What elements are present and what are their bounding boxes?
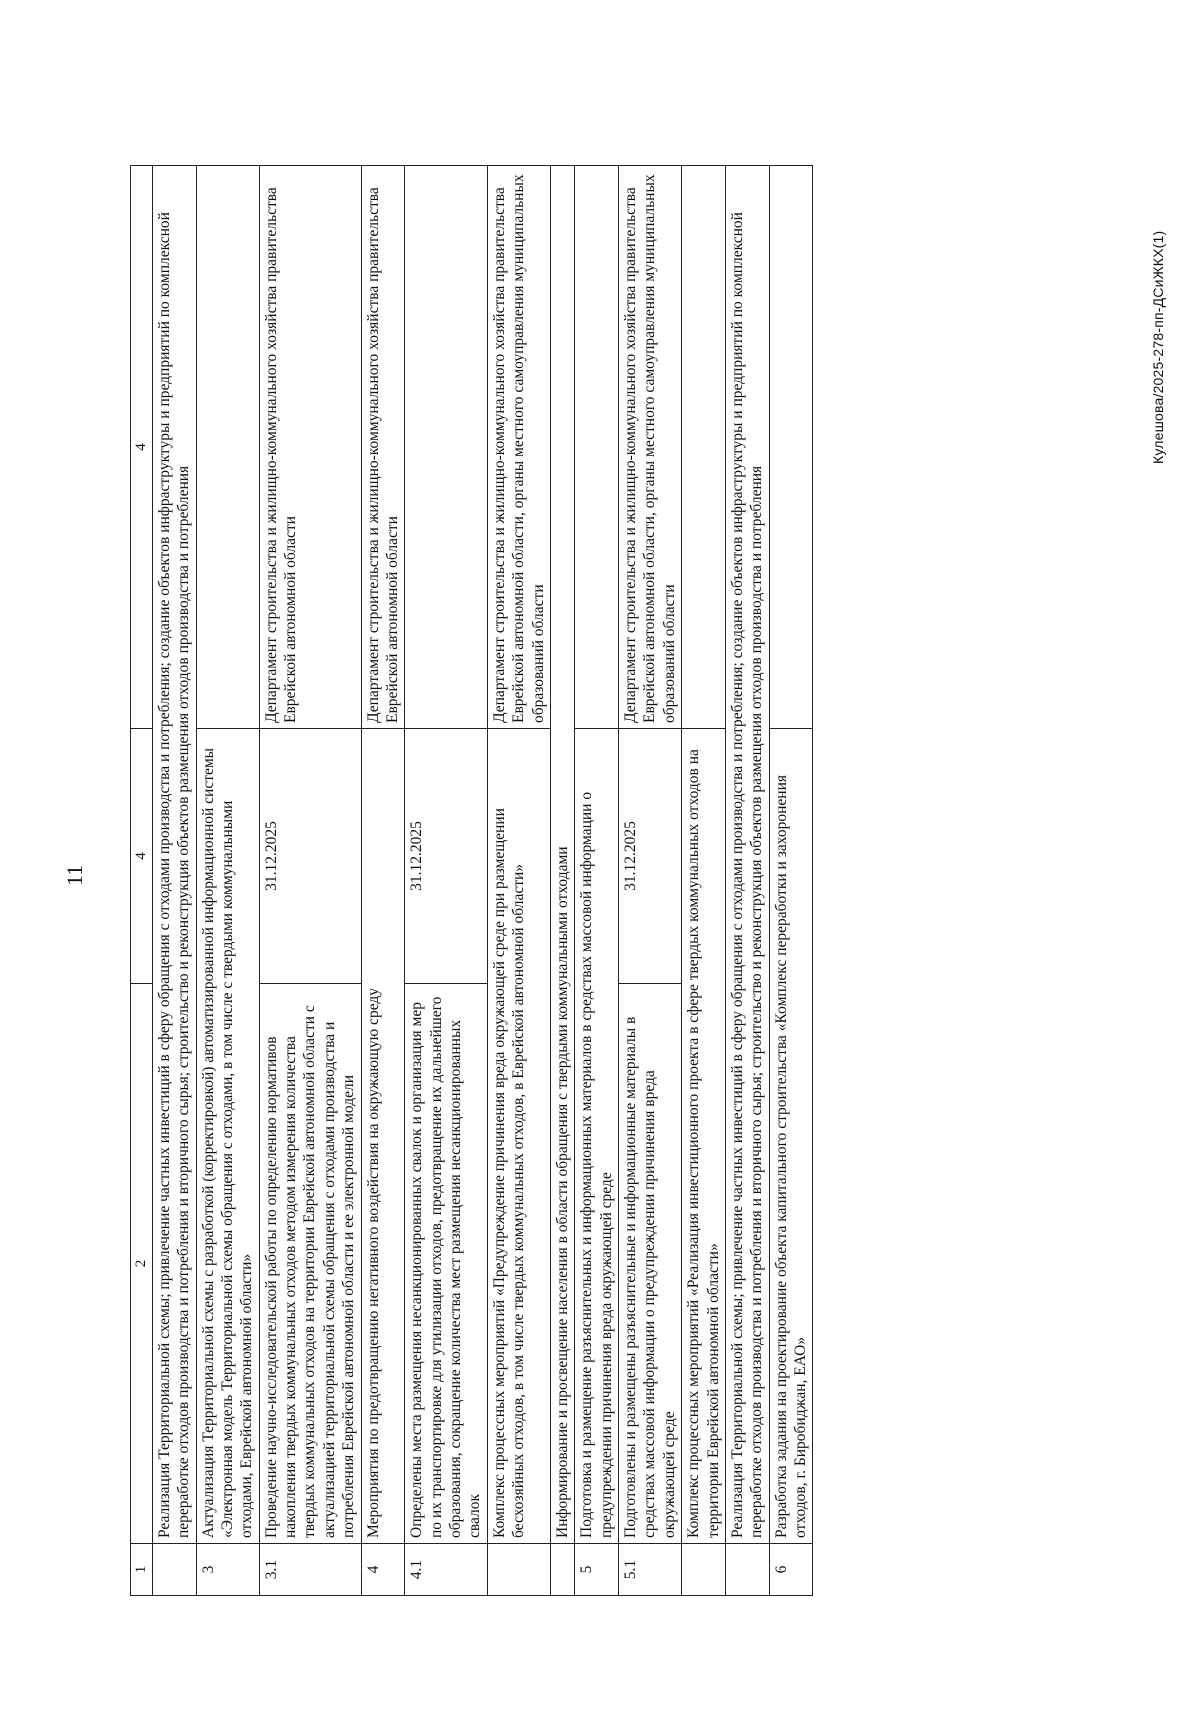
row-responsible: Департамент строительства и жилищно-коммунального хозяйства правительства Еврейской автономной области, органы местного самоуправления муниципальных образований области — [487, 166, 550, 729]
table-row — [487, 166, 550, 1596]
row-number — [487, 1544, 550, 1596]
table-row — [361, 166, 405, 1596]
header-col-4: 4 — [131, 166, 153, 729]
row-text: Реализация Территориальной схемы; привлечение частных инвестиций в сферу обращения с отходами производства и потребления; создание объектов инфраструктуры и предприятий по комплексной переработке отходов производства и потребления и вторичного сырья; строительство и реконструкция объектов размещения отходов производства и потребления — [725, 166, 769, 1544]
row-text: Комплекс процессных мероприятий «Предупреждение причинения вреда окружающей среде при размещении бесхозяйных отходов, в том числе твердых коммунальных отходов, в Еврейской автономной области» — [487, 729, 550, 1544]
table-header-row — [131, 166, 153, 1596]
row-responsible — [575, 166, 619, 729]
row-number: 6 — [769, 1544, 813, 1596]
page-number: 11 — [62, 864, 87, 886]
row-number: 4 — [361, 1544, 405, 1596]
row-responsible: Департамент строительства и жилищно-коммунального хозяйства правительства Еврейской автономной области, органы местного самоуправления муниципальных образований области — [619, 166, 682, 729]
row-text: Комплекс процессных мероприятий «Реализация инвестиционного проекта в сфере твердых коммунальных отходов на территории Еврейской автономной области» — [682, 729, 726, 1544]
table-row — [259, 166, 361, 1596]
table-row — [152, 166, 196, 1596]
table-body — [152, 166, 813, 1596]
row-responsible — [196, 166, 259, 729]
row-responsible — [682, 166, 726, 729]
table-row — [619, 166, 682, 1596]
row-text: Реализация Территориальной схемы; привлечение частных инвестиций в сферу обращения с отходами производства и потребления; создание объектов инфраструктуры и предприятий по комплексной переработке отходов производства и потребления и вторичного сырья; строительство и реконструкция объектов размещения отходов производства и потребления — [152, 166, 196, 1544]
table-row — [550, 166, 574, 1596]
row-number — [725, 1544, 769, 1596]
row-text: Мероприятия по предотвращению негативного воздействия на окружающую среду — [361, 729, 405, 1544]
header-col-2: 2 — [131, 984, 153, 1544]
row-responsible — [405, 166, 488, 729]
row-date: 31.12.2025 — [259, 729, 361, 984]
row-date: 31.12.2025 — [405, 729, 488, 984]
footer-doc-id: Кулешова/2025-278-пп-ДСиЖКХ(1) — [1150, 230, 1166, 464]
table-row — [769, 166, 813, 1596]
row-responsible: Департамент строительства и жилищно-коммунального хозяйства правительства Еврейской автономной области — [361, 166, 405, 729]
measures-table — [130, 165, 813, 1596]
header-col-3: 4 — [131, 729, 153, 984]
row-number: 3 — [196, 1544, 259, 1596]
row-responsible: Департамент строительства и жилищно-коммунального хозяйства правительства Еврейской автономной области — [259, 166, 361, 729]
table-row — [196, 166, 259, 1596]
table-row — [725, 166, 769, 1596]
row-text: Проведение научно-исследовательской работы по определению нормативов накопления твердых коммунальных отходов методом измерения количества твердых коммунальных отходов на территории Еврейской автономной области с актуализацией территориальной схемы обращения с отходами производства и потребления Еврейской автономной области и ее электронной модели — [259, 984, 361, 1544]
row-date: 31.12.2025 — [619, 729, 682, 984]
row-text: Подготовка и размещение разъяснительных и информационных материалов в средствах массовой информации о предупреждении причинения вреда окружающей среде — [575, 729, 619, 1544]
row-text: Определены места размещения несанкционированных свалок и организация мер по их транспортировке для утилизации отходов, предотвращение их дальнейшего образования, сокращение количества мест размещения несанкционированных свалок — [405, 984, 488, 1544]
header-col-1: 1 — [131, 1544, 153, 1596]
row-text: Актуализация Территориальной схемы с разработкой (корректировкой) автоматизированной информационной системы «Электронная модель Территориальной схемы обращения с отходами, в том числе с твердыми коммунальными отходами, Еврейской автономной области» — [196, 729, 259, 1544]
row-responsible — [769, 166, 813, 729]
row-number — [550, 1544, 574, 1596]
row-text: Подготовлены и размещены разъяснительные и информационные материалы в средствах массовой информации о предупреждении причинения вреда окружающей среде — [619, 984, 682, 1544]
row-number — [152, 1544, 196, 1596]
table-row — [575, 166, 619, 1596]
row-number — [682, 1544, 726, 1596]
table-row — [405, 166, 488, 1596]
row-number: 4.1 — [405, 1544, 488, 1596]
row-number: 5 — [575, 1544, 619, 1596]
row-number: 5.1 — [619, 1544, 682, 1596]
row-text: Информирование и просвещение населения в области обращения с твердыми коммунальными отходами — [550, 166, 574, 1544]
row-text: Разработка задания на проектирование объекта капитального строительства «Комплекс переработки и захоронения отходов, г. Биробиджан, ЕАО» — [769, 729, 813, 1544]
table-row — [682, 166, 726, 1596]
row-number: 3.1 — [259, 1544, 361, 1596]
